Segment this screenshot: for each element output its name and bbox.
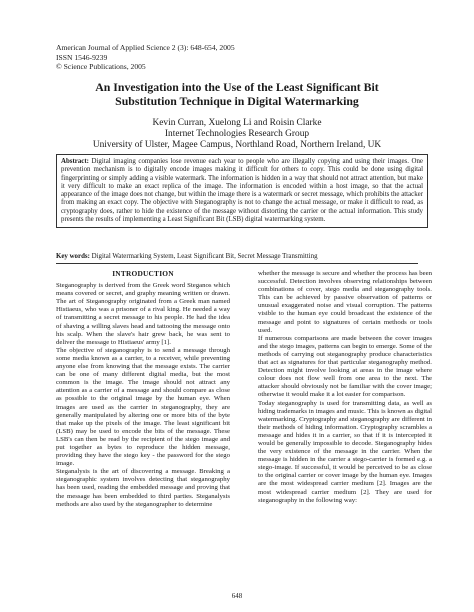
abstract-label: Abstract: bbox=[61, 158, 89, 165]
right-column bbox=[258, 270, 432, 505]
journal-masthead bbox=[56, 43, 235, 72]
affiliation: University of Ulster, Magee Campus, Northland Road, Northern Ireland, UK bbox=[92, 140, 382, 151]
title-line: Substitution Technique in Digital Watermarking bbox=[115, 94, 359, 108]
keywords-line bbox=[56, 253, 418, 264]
keywords-label: Key words: bbox=[56, 253, 90, 260]
title-line: An Investigation into the Use of the Least Significant Bit bbox=[95, 80, 379, 94]
paper-title bbox=[40, 80, 434, 108]
abstract-text: Digital imaging companies lose revenue each year to people who are illegally copying and using their images. One prevention mechanism is to digitally encode images making it difficult for others to copy. This could be done using digital fingerprinting or simply adding a visible watermark. The information is hidden in a way that should not attract attention, but make it very difficult to make an exact replica of the image. The information is encoded within a host image, so that the actual appearance of the image does not change, but within the image there is a watermark or secret message, which prohibits the attacker from making an exact copy. The objective with Steganography is not to change the actual message, or make it difficult to read, as cryptography does, rather to hide the existence of the message without distorting the carrier or the actual information. This study presents the results of implementing a Least Significant Bit (LSB) digital watermarking system. bbox=[61, 158, 423, 223]
author-block bbox=[40, 118, 434, 152]
left-column bbox=[56, 270, 230, 509]
research-group: Internet Technologies Research Group bbox=[164, 129, 310, 140]
body-paragraph: Steganalysis is the art of discovering a message. Breaking a steganographic system involves detecting that steganography has been used, reading the embedded message and proving that the message has been embedded to third parties. Steganalysis methods are also used by the steganographer to determine bbox=[56, 468, 230, 508]
abstract-box bbox=[56, 154, 428, 228]
body-paragraph: The objective of steganography is to send a message through some media known as a carrier, to a receiver, while preventing anyone else from knowing that the message exists. The carrier can be one of many different digital media, but the most common is the image. The image should not attract any attention as a carrier of a message and should compare as close as possible to the original image by the human eye. When images are used as the carrier in steganography, they are generally manipulated by altering one or more bits of the byte that make up the pixels of the image. The least significant bit (LSB) may be used to encode the bits of the message. These LSB's can then be read by the recipient of the stego image and put together as bytes to reproduce the hidden message, providing they have the stego key - the password for the stego image. bbox=[56, 346, 230, 468]
keywords-text: Digital Watermarking System, Least Significant Bit, Secret Message Transmitting bbox=[91, 253, 318, 260]
author-names: Kevin Curran, Xuelong Li and Roisin Clarke bbox=[152, 118, 322, 128]
copyright: © Science Publications, 2005 bbox=[56, 62, 146, 72]
page-number: 648 bbox=[231, 592, 243, 600]
body-paragraph: If numerous comparisons are made between the cover images and the stego images, patterns can begin to emerge. Some of the methods of carrying out steganography produce characteristics that act as signatures for that particular steganography method. Detection might involve looking at areas in the image where colour does not flow well from one area to the next. The attacker should obviously not be familiar with the cover image; otherwise it would make it a lot easier for comparison. bbox=[258, 334, 432, 399]
section-heading: INTRODUCTION bbox=[112, 269, 174, 278]
issn: ISSN 1546-9239 bbox=[56, 52, 108, 62]
body-paragraph: Steganography is derived from the Greek word Steganos which means covered or secret, and graphy meaning written or drawn. The art of Steganography originated from a Greek man named Histiaeus, who was a prisoner of a rival king. He needed a way of transmitting a secret message to his people. He had the idea of shaving a willing slaves head and tattooing the message onto his scalp. When the slave's hair grew back, he was sent to deliver the message to Histiaeus' army [1]. bbox=[56, 282, 230, 346]
journal-citation: American Journal of Applied Science 2 (3): 648-654, 2005 bbox=[56, 43, 235, 52]
body-paragraph: whether the message is secure and whether the process has been successful. Detection involves observing relationships between combinations of cover, stego media and steganography tools. This can be achieved by passive observation of patterns or unusual exaggerated noise and visual corruption. The patterns visible to the human eye could broadcast the existence of the message and point to signatures of certain methods or tools used. bbox=[258, 270, 432, 334]
body-paragraph: Today steganography is used for transmitting data, as well as hiding trademarks in images and music. This is known as digital watermarking. Cryptography and steganography are different in their methods of hiding information. Cryptography scrambles a message and hides it in a carrier, so that if it is intercepted it would be generally impossible to decode. Steganography hides the very existence of the message in the carrier. When the message is hidden in the carrier a stego-carrier is formed e.g. a stego-image. If successful, it would be perceived to be as close to the original carrier or cover image by the human eye. Images are the most widespread carrier medium [2]. Images are the most widespread carrier medium [2]. They are used for steganography in the following way: bbox=[258, 399, 432, 504]
